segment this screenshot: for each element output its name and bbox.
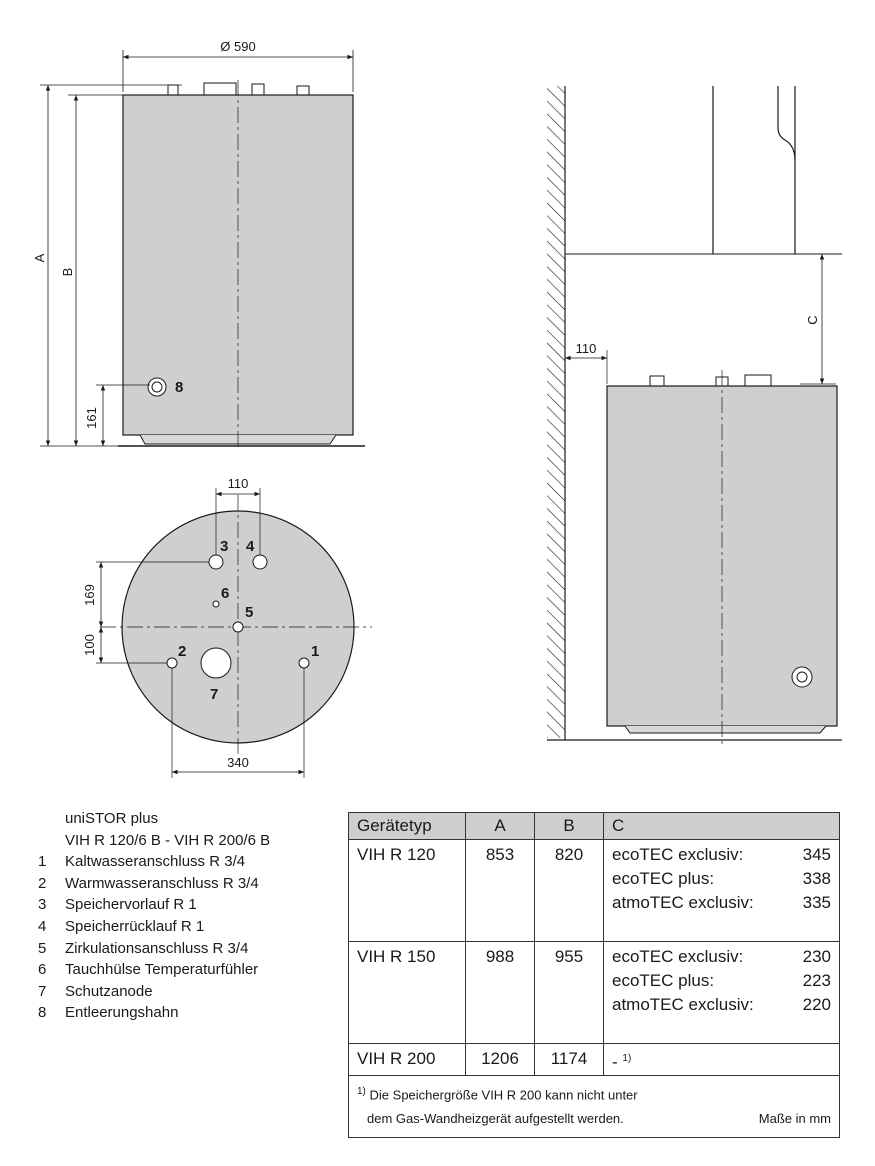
legend-item-text: Zirkulationsanschluss R 3/4 (65, 939, 249, 957)
label-6: 6 (221, 585, 230, 602)
cell-b: 1174 (535, 1044, 604, 1076)
footnote-line-2: dem Gas-Wandheizgerät aufgestellt werden. (367, 1110, 624, 1126)
cell-type: VIH R 120 (349, 840, 466, 942)
cell-c (604, 840, 840, 942)
legend-item-number: 8 (38, 1004, 47, 1022)
height-161: 161 (84, 407, 99, 429)
legend-item-text: Kaltwasseranschluss R 3/4 (65, 853, 246, 871)
label-c: C (805, 315, 820, 325)
c-name: atmoTEC exclusiv: (612, 995, 754, 1014)
legend-item-number: 5 (38, 939, 47, 957)
c-value: 223 (802, 971, 831, 990)
footnote-line-1: Die Speichergröße VIH R 200 kann nicht unter (369, 1086, 638, 1102)
legend-item (38, 873, 338, 895)
footnote-row (349, 1075, 840, 1137)
header-type: Gerätetyp (349, 813, 466, 840)
legend-item-text: Tauchhülse Temperaturfühler (65, 961, 259, 979)
legend-title-2: VIH R 120/6 B - VIH R 200/6 B (65, 831, 271, 849)
c-value: 230 (802, 947, 831, 966)
header-c: C (604, 813, 840, 840)
table-row (349, 840, 840, 942)
legend-item-text: Speicherrücklauf R 1 (65, 917, 205, 935)
cell-a: 1206 (466, 1044, 535, 1076)
footnote-cell (349, 1075, 840, 1137)
c-dash: - (612, 1052, 623, 1072)
c-name: atmoTEC exclusiv: (612, 893, 754, 912)
dim-169: 169 (82, 584, 97, 606)
units-label: Maße in mm (758, 1110, 831, 1126)
cell-c (604, 1044, 840, 1076)
label-4: 4 (246, 538, 255, 555)
c-footnote-ref: 1) (622, 1053, 632, 1064)
label-b: B (60, 267, 75, 277)
c-name: ecoTEC plus: (612, 971, 715, 990)
label-a: A (32, 253, 47, 263)
legend-item (38, 959, 338, 981)
front-view (32, 39, 365, 448)
label-5: 5 (245, 604, 254, 621)
cell-type: VIH R 200 (349, 1044, 466, 1076)
diameter-label: Ø 590 (220, 39, 256, 54)
legend-item-number: 6 (38, 961, 47, 979)
cell-a: 853 (466, 840, 535, 942)
table-row (349, 942, 840, 1044)
legend-item-text: Warmwasseranschluss R 3/4 (65, 874, 259, 892)
legend-item (38, 894, 338, 916)
legend-item-text: Schutzanode (65, 982, 153, 1000)
legend-item (38, 851, 338, 873)
cell-c (604, 942, 840, 1044)
legend-item (38, 981, 338, 1003)
cell-b: 820 (535, 840, 604, 942)
legend (38, 808, 338, 1024)
legend-title-1: uniSTOR plus (65, 810, 159, 827)
wall-110: 110 (575, 341, 597, 356)
c-value: 338 (802, 869, 831, 888)
footnote-mark: 1) (357, 1085, 366, 1097)
legend-item-number: 2 (38, 874, 47, 892)
c-value: 220 (802, 995, 831, 1014)
dim-110-top: 110 (227, 476, 249, 491)
label-8: 8 (175, 379, 184, 396)
top-view (82, 476, 372, 778)
legend-item (38, 1002, 338, 1024)
table-row (349, 1044, 840, 1076)
label-7: 7 (210, 686, 219, 703)
dim-100: 100 (82, 634, 97, 656)
label-3: 3 (220, 538, 229, 555)
legend-item (38, 916, 338, 938)
legend-item-number: 3 (38, 896, 47, 914)
cell-b: 955 (535, 942, 604, 1044)
cell-a: 988 (466, 942, 535, 1044)
c-name: ecoTEC exclusiv: (612, 845, 744, 864)
legend-item-text: Speichervorlauf R 1 (65, 896, 197, 914)
side-view (547, 86, 842, 745)
dim-340: 340 (227, 755, 249, 770)
spec-table (348, 812, 840, 1138)
legend-item-number: 1 (38, 853, 47, 871)
label-2: 2 (178, 643, 187, 660)
header-a: A (466, 813, 535, 840)
label-1: 1 (311, 643, 320, 660)
legend-item-number: 4 (38, 917, 47, 935)
legend-item-text: Entleerungshahn (65, 1004, 179, 1022)
cell-type: VIH R 150 (349, 942, 466, 1044)
legend-item-number: 7 (38, 982, 47, 1000)
legend-item (38, 938, 338, 960)
c-name: ecoTEC exclusiv: (612, 947, 744, 966)
c-value: 335 (802, 893, 831, 912)
header-b: B (535, 813, 604, 840)
c-name: ecoTEC plus: (612, 869, 715, 888)
c-value: 345 (802, 845, 831, 864)
